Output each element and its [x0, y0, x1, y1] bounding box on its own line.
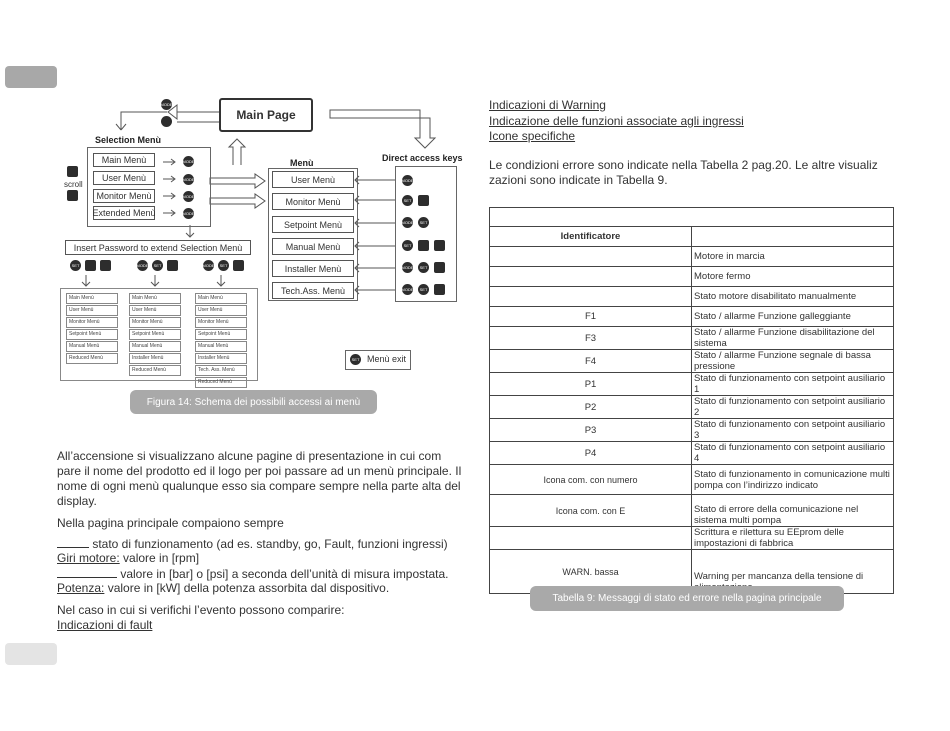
- page-tab-top: [5, 66, 57, 88]
- menu-item-manual: Manual Menù: [272, 238, 354, 255]
- event-paragraph: Nel caso in cui si verifichi l’evento possono comparire:: [57, 603, 345, 617]
- table-cell-id: WARN. bassa: [490, 550, 692, 594]
- icons-link[interactable]: Icone specifiche: [489, 129, 576, 143]
- table-cell-id: [490, 247, 692, 267]
- table-row: [490, 442, 894, 465]
- table-row: [490, 419, 894, 442]
- table-cell-id: P4: [490, 442, 692, 465]
- table-cell-desc: Stato di errore della comunicazione nel sistema multi pompa: [692, 495, 894, 527]
- down-key-icon: [161, 116, 172, 127]
- set-key-icon: SET: [152, 260, 163, 271]
- mode-key-icon: MODE: [402, 175, 413, 186]
- mode-key-icon: MODE: [183, 191, 194, 202]
- set-key-icon: SET: [70, 260, 81, 271]
- menu-item-installer: Installer Menù: [272, 260, 354, 277]
- rpm-line: [57, 551, 199, 566]
- intro-paragraph: All’accensione si visualizzano alcune pagine di presentazione in cui com pare il nome del prodotto ed il logo per poi passare ad un menù principale. Il nome di ogni menù qualunque esso sia compare sempre nella parte alta del display.: [57, 449, 462, 508]
- rpm-label: Giri motore:: [57, 551, 120, 565]
- down-key-icon: [67, 190, 78, 201]
- table-header-id: Identificatore: [490, 227, 692, 247]
- set-key-icon: SET: [418, 284, 429, 295]
- down-key-icon: [434, 262, 445, 273]
- mode-key-icon: MODE: [183, 156, 194, 167]
- table-cell-desc: Stato di funzionamento con setpoint ausiliario 4: [692, 442, 894, 465]
- table-cell-desc: Motore in marcia: [692, 247, 894, 267]
- menu-title: Menù: [290, 158, 314, 168]
- table-cell-desc: Stato di funzionamento in comunicazione multi pompa con l’indirizzo indicato: [692, 465, 894, 495]
- inputs-function-link[interactable]: Indicazione delle funzioni associate agli ingressi: [489, 114, 744, 128]
- menu-item-user: User Menù: [272, 171, 354, 188]
- mode-key-icon: MODE: [402, 217, 413, 228]
- scroll-label: scroll: [64, 180, 83, 189]
- table-cell-desc: Stato motore disabilitato manualmente: [692, 287, 894, 307]
- table-row: [490, 373, 894, 396]
- selection-item-user: User Menù: [93, 171, 155, 185]
- power-line: [57, 581, 389, 596]
- power-label: Potenza:: [57, 581, 105, 595]
- up-key-icon: [67, 166, 78, 177]
- set-key-icon: SET: [418, 262, 429, 273]
- table-row: [490, 495, 894, 527]
- selection-item-monitor: Monitor Menù: [93, 189, 155, 203]
- table-cell-id: P1: [490, 373, 692, 396]
- table-cell-id: [490, 267, 692, 287]
- table-cell-desc: Stato di funzionamento con setpoint ausiliario 3: [692, 419, 894, 442]
- table-caption: Tabella 9: Messaggi di stato ed errore nella pagina principale: [530, 586, 844, 611]
- page-tab-bottom: [5, 643, 57, 665]
- set-key-icon: SET: [418, 217, 429, 228]
- status-line-text: stato di funzionamento (ad es. standby, go, Fault, funzioni ingressi): [89, 537, 448, 551]
- mini-list-1: Main Menù User Menù Monitor Menù Setpoint Menù Manual Menù Reduced Menù: [63, 292, 121, 365]
- set-key-icon: SET: [402, 195, 413, 206]
- up-key-icon: [434, 284, 445, 295]
- pressure-line: [57, 566, 449, 582]
- warning-link[interactable]: Indicazioni di Warning: [489, 98, 606, 112]
- table-row: [490, 527, 894, 550]
- table-cell-id: Icona com. con E: [490, 495, 692, 527]
- table-cell-id: [490, 527, 692, 550]
- table-intro: Le condizioni errore sono indicate nella Tabella 2 pag.20. Le altre visualiz zazioni sono indicate in Tabella 9.: [489, 158, 878, 187]
- table-row: [490, 247, 894, 267]
- table-row: [490, 267, 894, 287]
- mini-list-2: Main Menù User Menù Monitor Menù Setpoint Menù Manual Menù Installer Menù Reduced Menù: [126, 292, 184, 377]
- table-cell-id: [490, 287, 692, 307]
- up-key-icon: [233, 260, 244, 271]
- selection-item-extended: Extended Menù: [92, 208, 156, 218]
- selection-item-main: Main Menù: [93, 153, 155, 167]
- set-key-icon: SET: [218, 260, 229, 271]
- mode-key-icon: MODE: [183, 208, 194, 219]
- menu-item-setpoint: Setpoint Menù: [272, 216, 354, 233]
- direct-keys-frame: [395, 166, 457, 302]
- menu-exit-label: Menù exit: [367, 354, 407, 364]
- table-cell-id: F3: [490, 327, 692, 350]
- selection-menu-title: Selection Menù: [95, 135, 162, 145]
- table-row: [490, 465, 894, 495]
- down-key-icon: [418, 195, 429, 206]
- up-key-icon: [100, 260, 111, 271]
- table-cell-id: P2: [490, 396, 692, 419]
- table-cell-desc: Stato / allarme Funzione segnale di bassa pressione: [692, 350, 894, 373]
- main-page-box: Main Page: [219, 98, 313, 132]
- menu-access-diagram: [55, 90, 465, 390]
- table-cell-desc: Stato di funzionamento con setpoint ausiliario 1: [692, 373, 894, 396]
- table-cell-id: F4: [490, 350, 692, 373]
- mode-key-icon: MODE: [137, 260, 148, 271]
- table-row: [490, 327, 894, 350]
- table-row: [490, 396, 894, 419]
- table-cell-id: F1: [490, 307, 692, 327]
- rpm-line-text: valore in [rpm]: [119, 551, 200, 565]
- down-key-icon: [434, 240, 445, 251]
- mode-key-icon: MODE: [161, 99, 172, 110]
- table-cell-desc: Stato / allarme Funzione galleggiante: [692, 307, 894, 327]
- power-line-text: valore in [kW] della potenza assorbita dal dispositivo.: [104, 581, 390, 595]
- main-page-intro: Nella pagina principale compaiono sempre: [57, 516, 284, 530]
- pressure-line-text: valore in [bar] o [psi] a seconda dell’unità di misura impostata.: [117, 567, 449, 581]
- status-label-blank: [57, 536, 89, 548]
- table-row: [490, 350, 894, 373]
- direct-keys-title: Direct access keys: [382, 153, 463, 163]
- table-cell-id: P3: [490, 419, 692, 442]
- menu-item-techass: Tech.Ass. Menù: [272, 282, 354, 299]
- mode-key-icon: MODE: [183, 174, 194, 185]
- menu-item-monitor: Monitor Menù: [272, 193, 354, 210]
- mini-list-3: Main Menù User Menù Monitor Menù Setpoint Menù Manual Menù Installer Menù Tech. Ass. Menù Reduced Menù: [192, 292, 250, 389]
- set-key-icon: SET: [350, 354, 361, 365]
- table-cell-desc: Stato di funzionamento con setpoint ausiliario 2: [692, 396, 894, 419]
- table-row: [490, 287, 894, 307]
- password-prompt: Insert Password to extend Selection Menù: [65, 240, 251, 255]
- down-key-icon: [85, 260, 96, 271]
- set-key-icon: SET: [402, 240, 413, 251]
- status-table: [489, 207, 894, 594]
- pressure-label-blank: [57, 566, 117, 578]
- status-line: [57, 536, 448, 552]
- mode-key-icon: MODE: [203, 260, 214, 271]
- figure-caption: Figura 14: Schema dei possibili accessi ai menù: [130, 390, 377, 414]
- table-cell-desc: Scrittura e rilettura su EEprom delle impostazioni di fabbrica: [692, 527, 894, 550]
- table-header-desc: [692, 227, 894, 247]
- table-cell-desc: Motore fermo: [692, 267, 894, 287]
- table-cell-id: Icona com. con numero: [490, 465, 692, 495]
- table-cell-desc: Warning per mancanza della tensione di: [692, 550, 894, 594]
- up-key-icon: [418, 240, 429, 251]
- mode-key-icon: MODE: [402, 262, 413, 273]
- mode-key-icon: MODE: [402, 284, 413, 295]
- fault-link[interactable]: Indicazioni di fault: [57, 618, 153, 632]
- table-top-row: [490, 208, 894, 227]
- table-row: [490, 307, 894, 327]
- table-cell-desc: Stato / allarme Funzione disabilitazione del sistema: [692, 327, 894, 350]
- down-key-icon: [167, 260, 178, 271]
